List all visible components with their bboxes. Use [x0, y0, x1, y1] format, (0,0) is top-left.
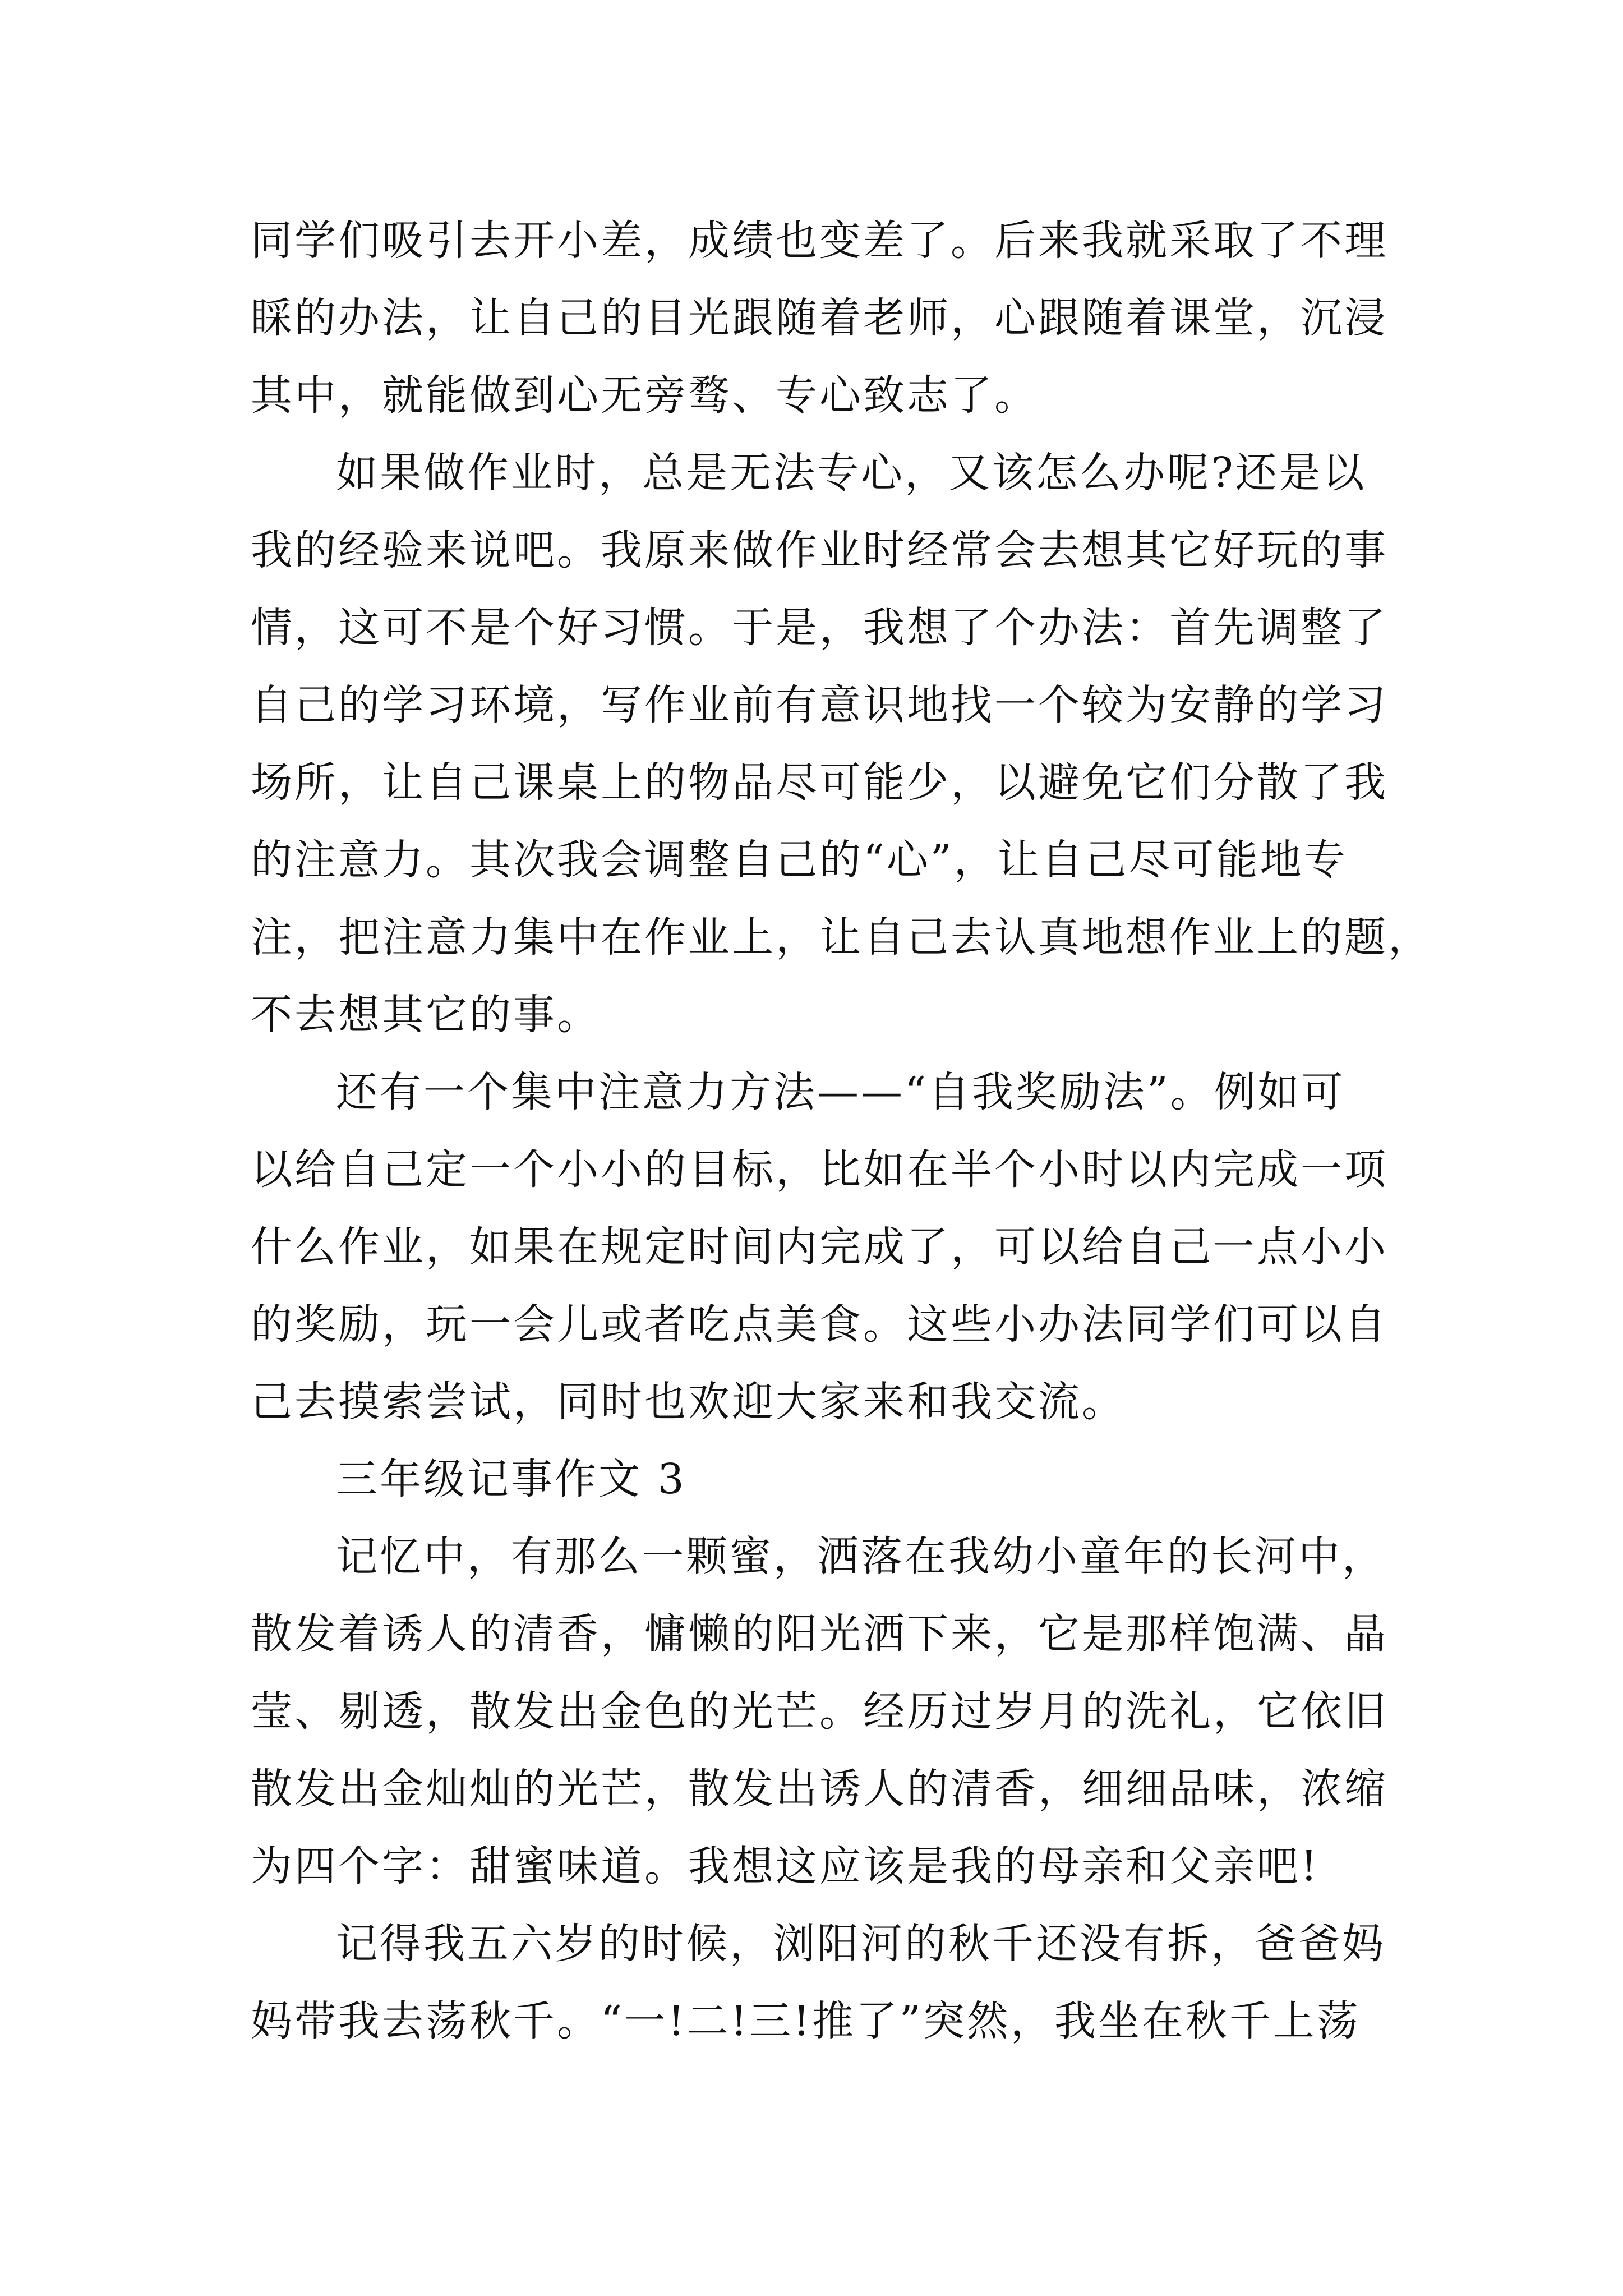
text-line-6: 情，这可不是个好习惯。于是，我想了个办法：首先调整了 [251, 604, 1388, 652]
text-line-10: 注，把注意力集中在作业上，让自己去认真地想作业上的题， [251, 913, 1432, 961]
text-line-18: 记忆中，有那么一颗蜜，洒落在我幼小童年的长河中， [336, 1533, 1386, 1581]
text-line-2: 睬的办法，让自己的目光跟随着老师，心跟随着课堂，沉浸 [251, 294, 1388, 342]
text-line-13: 以给自己定一个小小的目标，比如在半个小时以内完成一项 [251, 1145, 1388, 1194]
text-line-16: 己去摸索尝试，同时也欢迎大家来和我交流。 [251, 1378, 1126, 1426]
text-line-8: 场所，让自己课桌上的物品尽可能少，以避免它们分散了我 [251, 758, 1388, 807]
text-line-12: 还有一个集中注意力方法——“自我奖励法”。例如可 [336, 1068, 1345, 1116]
text-line-24: 妈带我去荡秋千。“一!二!三!推了”突然，我坐在秋千上荡 [251, 1997, 1361, 2045]
document-body [251, 202, 1432, 2060]
text-line-15: 的奖励，玩一会儿或者吃点美食。这些小办法同学们可以自 [251, 1300, 1388, 1349]
text-line-20: 莹、剔透，散发出金色的光芒。经历过岁月的洗礼，它依旧 [251, 1687, 1388, 1736]
text-line-23: 记得我五六岁的时候，浏阳河的秋千还没有拆，爸爸妈 [336, 1920, 1386, 1968]
text-line-22: 为四个字：甜蜜味道。我想这应该是我的母亲和父亲吧! [251, 1842, 1320, 1890]
text-line-1: 同学们吸引去开小差，成绩也变差了。后来我就采取了不理 [251, 217, 1388, 265]
text-line-14: 什么作业，如果在规定时间内完成了，可以给自己一点小小 [251, 1223, 1388, 1271]
text-line-3: 其中，就能做到心无旁骛、专心致志了。 [251, 371, 1038, 420]
text-line-7: 自己的学习环境，写作业前有意识地找一个较为安静的学习 [251, 681, 1388, 729]
text-line-11: 不去想其它的事。 [251, 991, 601, 1039]
section-heading: 三年级记事作文 3 [336, 1455, 686, 1503]
text-line-5: 我的经验来说吧。我原来做作业时经常会去想其它好玩的事 [251, 526, 1388, 574]
text-line-9: 的注意力。其次我会调整自己的“心”，让自己尽可能地专 [251, 836, 1348, 884]
text-line-19: 散发着诱人的清香，慵懒的阳光洒下来，它是那样饱满、晶 [251, 1610, 1388, 1658]
text-line-21: 散发出金灿灿的光芒，散发出诱人的清香，细细品味，浓缩 [251, 1765, 1388, 1813]
text-line-4: 如果做作业时，总是无法专心，又该怎么办呢?还是以 [336, 449, 1367, 497]
